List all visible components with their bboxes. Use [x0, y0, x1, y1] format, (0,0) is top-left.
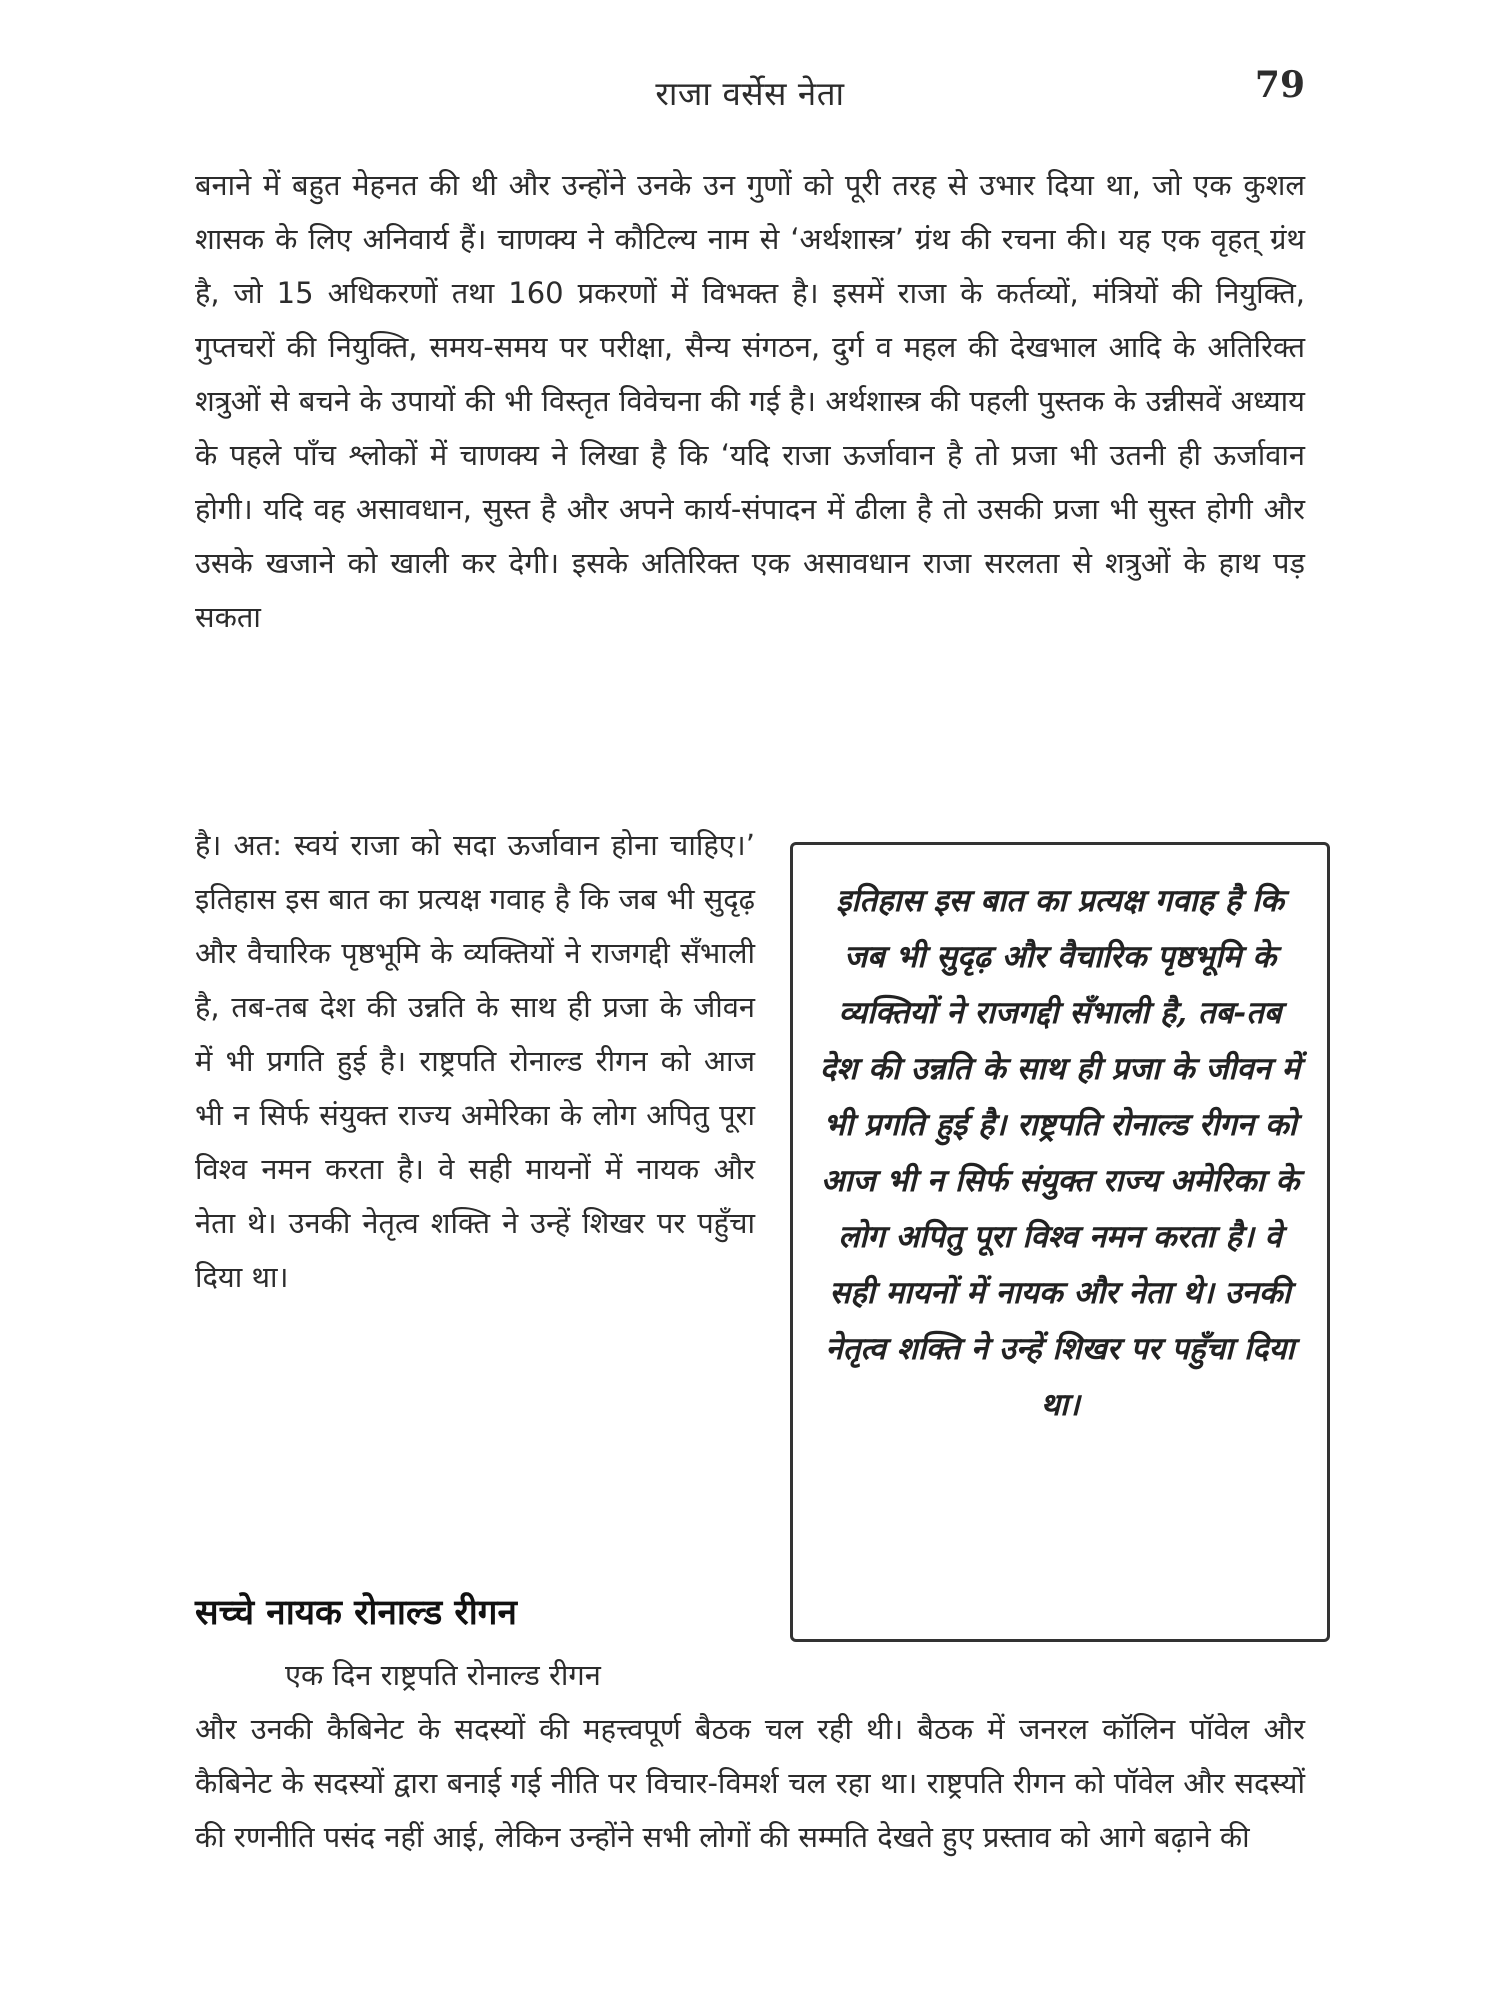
paragraph-cabinet-meeting: और उनकी कैबिनेट के सदस्यों की महत्त्वपूर्ण बैठक चल रही थी। बैठक में जनरल कॉलिन पॉवेल और कैबिनेट के सदस्यों द्वारा बनाई गई नीति पर विचार-विमर्श चल रहा था। राष्ट्रपति रीगन को पॉवेल और सदस्यों की रणनीति पसंद नहीं आई, लेकिन उन्होंने सभी लोगों की सम्मति देखते हुए प्रस्ताव को आगे बढ़ाने की: [195, 1712, 1305, 1854]
page-number: 79: [1254, 64, 1305, 106]
paragraph-king-energy: है। अत: स्वयं राजा को सदा ऊर्जावान होना चाहिए।’ इतिहास इस बात का प्रत्यक्ष गवाह है कि जब भी सुदृढ़ और वैचारिक पृष्ठभूमि के व्यक्तियों ने राजगद्दी सँभाली है, तब-तब देश की उन्नति के साथ ही प्रजा के जीवन में भी प्रगति हुई है। राष्ट्रपति रोनाल्ड रीगन को आज भी न सिर्फ संयुक्त राज्य अमेरिका के लोग अपितु पूरा विश्व नमन करता है। वे सही मायनों में नायक और नेता थे। उनकी नेतृत्व शक्ति ने उन्हें शिखर पर पहुँचा दिया था।: [195, 828, 755, 1294]
running-head: राजा वर्सेस नेता: [655, 74, 845, 113]
pull-quote-box: इतिहास इस बात का प्रत्यक्ष गवाह है कि जब भी सुदृढ़ और वैचारिक पृष्ठभूमि के व्यक्तियों ने राजगद्दी सँभाली है, तब-तब देश की उन्नति के साथ ही प्रजा के जीवन में भी प्रगति हुई है। राष्ट्रपति रोनाल्ड रीगन को आज भी न सिर्फ संयुक्त राज्य अमेरिका के लोग अपितु पूरा विश्व नमन करता है। वे सही मायनों में नायक और नेता थे। उनकी नेतृत्व शक्ति ने उन्हें शिखर पर पहुँचा दिया था।: [790, 842, 1330, 1642]
page-header: [195, 64, 1305, 120]
section-heading: सच्चे नायक रोनाल्ड रीगन: [195, 1593, 517, 1633]
paragraph-reagan-intro: एक दिन राष्ट्रपति रोनाल्ड रीगन: [285, 1658, 601, 1692]
paragraph-arthashastra: बनाने में बहुत मेहनत की थी और उन्होंने उनके उन गुणों को पूरी तरह से उभार दिया था, जो एक कुशल शासक के लिए अनिवार्य हैं। चाणक्य ने कौटिल्य नाम से ‘अर्थशास्त्र’ ग्रंथ की रचना की। यह एक वृहत् ग्रंथ है, जो 15 अधिकरणों तथा 160 प्रकरणों में विभक्त है। इसमें राजा के कर्तव्यों, मंत्रियों की नियुक्ति, गुप्तचरों की नियुक्ति, समय-समय पर परीक्षा, सैन्य संगठन, दुर्ग व महल की देखभाल आदि के अतिरिक्त शत्रुओं से बचने के उपायों की भी विस्तृत विवेचना की गई है। अर्थशास्त्र की पहली पुस्तक के उन्नीसवें अध्याय के पहले पाँच श्लोकों में चाणक्य ने लिखा है कि ‘यदि राजा ऊर्जावान है तो प्रजा भी उतनी ही ऊर्जावान होगी। यदि वह असावधान, सुस्त है और अपने कार्य-संपादन में ढीला है तो उसकी प्रजा भी सुस्त होगी और उसके खजाने को खाली कर देगी। इसके अतिरिक्त एक असावधान राजा सरलता से शत्रुओं के हाथ पड़ सकता: [195, 168, 1305, 634]
